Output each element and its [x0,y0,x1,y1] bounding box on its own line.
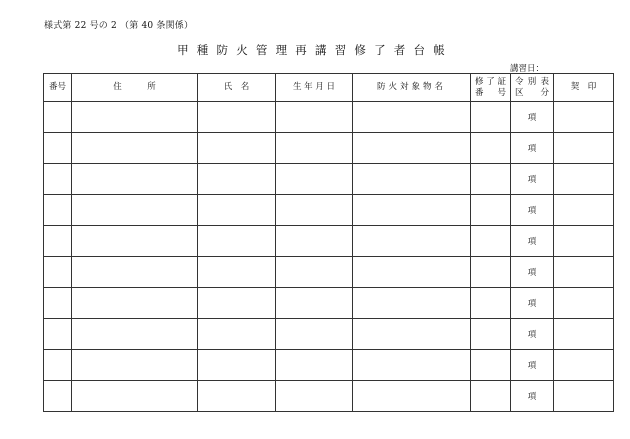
header-fire-prevention-target: 防火対象物名 [353,74,471,102]
cell-number[interactable] [44,381,72,412]
cell-birth-date[interactable] [276,133,353,164]
cell-address[interactable] [72,350,198,381]
cell-birth-date[interactable] [276,350,353,381]
cell-certificate-number[interactable] [471,195,511,226]
cell-seal[interactable] [554,102,614,133]
register-table [43,73,614,412]
cell-fire-prevention-target[interactable] [353,257,471,288]
table-row [44,195,614,226]
cell-name[interactable] [198,257,276,288]
table-header-row [44,74,614,102]
cell-address[interactable] [72,226,198,257]
table-row [44,226,614,257]
cell-address[interactable] [72,319,198,350]
header-classification [511,74,554,102]
header-certificate-number-line2: 番 号 [475,87,506,98]
cell-birth-date[interactable] [276,226,353,257]
header-birth-date: 生 年 月 日 [276,74,353,102]
cell-classification[interactable]: 項 [511,164,554,195]
cell-number[interactable] [44,195,72,226]
cell-name[interactable] [198,226,276,257]
header-classification-line1: 令別表 [515,76,549,87]
cell-name[interactable] [198,288,276,319]
cell-classification[interactable]: 項 [511,102,554,133]
page-title: 甲種防火管理再講習修了者台帳 [177,43,453,57]
cell-address[interactable] [72,257,198,288]
cell-classification[interactable]: 項 [511,226,554,257]
header-certificate-number [471,74,511,102]
cell-certificate-number[interactable] [471,319,511,350]
cell-classification[interactable]: 項 [511,195,554,226]
cell-classification[interactable]: 項 [511,133,554,164]
table-row [44,319,614,350]
cell-fire-prevention-target[interactable] [353,381,471,412]
header-certificate-number-line1: 修了証 [475,76,506,87]
cell-address[interactable] [72,381,198,412]
cell-certificate-number[interactable] [471,257,511,288]
cell-number[interactable] [44,133,72,164]
cell-address[interactable] [72,102,198,133]
cell-fire-prevention-target[interactable] [353,195,471,226]
cell-address[interactable] [72,133,198,164]
table-row [44,350,614,381]
cell-number[interactable] [44,226,72,257]
cell-fire-prevention-target[interactable] [353,226,471,257]
header-address: 住 所 [72,74,198,102]
cell-birth-date[interactable] [276,381,353,412]
register-body [44,102,614,412]
cell-certificate-number[interactable] [471,164,511,195]
cell-name[interactable] [198,102,276,133]
cell-address[interactable] [72,195,198,226]
cell-birth-date[interactable] [276,319,353,350]
cell-certificate-number[interactable] [471,102,511,133]
cell-birth-date[interactable] [276,195,353,226]
cell-name[interactable] [198,164,276,195]
cell-number[interactable] [44,102,72,133]
cell-birth-date[interactable] [276,102,353,133]
cell-certificate-number[interactable] [471,133,511,164]
header-classification-line2: 区 分 [515,87,549,98]
cell-classification[interactable]: 項 [511,350,554,381]
cell-address[interactable] [72,164,198,195]
cell-classification[interactable]: 項 [511,288,554,319]
cell-seal[interactable] [554,381,614,412]
table-row [44,133,614,164]
cell-birth-date[interactable] [276,257,353,288]
table-row [44,164,614,195]
cell-birth-date[interactable] [276,288,353,319]
table-row [44,381,614,412]
cell-fire-prevention-target[interactable] [353,164,471,195]
cell-seal[interactable] [554,133,614,164]
cell-birth-date[interactable] [276,164,353,195]
cell-certificate-number[interactable] [471,226,511,257]
cell-classification[interactable]: 項 [511,381,554,412]
cell-number[interactable] [44,319,72,350]
cell-fire-prevention-target[interactable] [353,133,471,164]
cell-name[interactable] [198,319,276,350]
cell-fire-prevention-target[interactable] [353,350,471,381]
cell-number[interactable] [44,257,72,288]
session-date-label: 講習日： [510,64,545,74]
cell-certificate-number[interactable] [471,381,511,412]
table-row [44,257,614,288]
header-name: 氏 名 [198,74,276,102]
cell-number[interactable] [44,350,72,381]
table-row [44,102,614,133]
cell-seal[interactable] [554,195,614,226]
cell-seal[interactable] [554,257,614,288]
form-number: 様式第 22 号の 2 （第 40 条関係） [44,21,194,31]
cell-seal[interactable] [554,226,614,257]
cell-number[interactable] [44,288,72,319]
cell-classification[interactable]: 項 [511,257,554,288]
table-row [44,288,614,319]
cell-name[interactable] [198,381,276,412]
cell-name[interactable] [198,195,276,226]
cell-seal[interactable] [554,164,614,195]
cell-seal[interactable] [554,350,614,381]
cell-seal[interactable] [554,288,614,319]
cell-certificate-number[interactable] [471,350,511,381]
cell-name[interactable] [198,133,276,164]
cell-fire-prevention-target[interactable] [353,102,471,133]
header-seal: 契 印 [554,74,614,102]
cell-seal[interactable] [554,319,614,350]
cell-fire-prevention-target[interactable] [353,288,471,319]
cell-address[interactable] [72,288,198,319]
cell-name[interactable] [198,350,276,381]
cell-certificate-number[interactable] [471,288,511,319]
cell-classification[interactable]: 項 [511,319,554,350]
cell-fire-prevention-target[interactable] [353,319,471,350]
header-number: 番号 [44,74,72,102]
cell-number[interactable] [44,164,72,195]
